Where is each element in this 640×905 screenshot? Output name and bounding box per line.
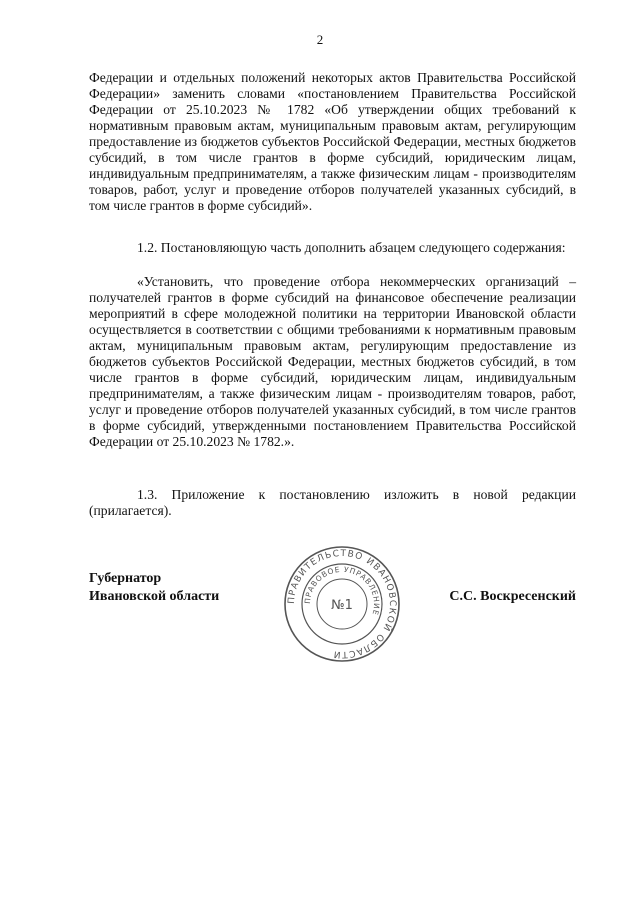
signatory-name: С.С. Воскресенский [449, 589, 576, 604]
paragraph-text: 1.3. Приложение к постановлению изложить в новой редакции (прилагается). [89, 487, 576, 518]
page-number: 2 [316, 32, 324, 47]
paragraph-quote [89, 274, 576, 450]
paragraph-item-1-3 [89, 487, 576, 519]
paragraph-text: Федерации и отдельных положений некоторых актов Правительства Российской Федерации» заменить словами «постановлением Правительства Российской Федерации от 25.10.2023 № 1782 «Об утверждении общих требований к нормативным правовым актам, муниципальным правовым актам, регулирующим предоставление из бюджетов субъектов Российской Федерации, местных бюджетов субсидий, в том числе грантов в форме субсидий, юридическим лицам, индивидуальным предпринимателям, а также физическим лицам - производителям товаров, работ, услуг и проведение отборов получателей указанных субсидий, в том числе грантов в форме субсидий». [89, 70, 576, 213]
seal-number: №1 [331, 598, 353, 613]
position-line-1: Губернатор [89, 571, 162, 586]
paragraph-item-1-2 [89, 240, 576, 256]
seal-outer-text: ПРАВИТЕЛЬСТВО ИВАНОВСКОЙ ОБЛАСТИ [286, 548, 398, 660]
paragraph-text: 1.2. Постановляющую часть дополнить абзацем следующего содержания: [137, 240, 566, 255]
position-line-2: Ивановской области [89, 589, 220, 604]
official-seal-icon [283, 545, 401, 663]
paragraph-text: «Установить, что проведение отбора некоммерческих организаций – получателей грантов в форме субсидий на финансовое обеспечение реализации мероприятий в сфере молодежной политики на территории Ивановской области осуществляется в соответствии с общими требованиями к нормативным правовым актам, муниципальным правовым актам, регулирующим предоставление из бюджетов субъектов Российской Федерации, местных бюджетов субсидий, в том числе грантов в форме субсидий, юридическим лицам, индивидуальным предпринимателям, а также физическим лицам - производителям товаров, работ, услуг и проведение отборов получателей указанных субсидий, в том числе грантов в форме субсидий, утвержденными постановлением Правительства Российской Федерации от 25.10.2023 № 1782.». [89, 274, 576, 449]
paragraph-continuation [89, 70, 576, 214]
signatory-position [89, 570, 219, 606]
seal-inner-text: ПРАВОВОЕ УПРАВЛЕНИЕ [302, 564, 382, 617]
